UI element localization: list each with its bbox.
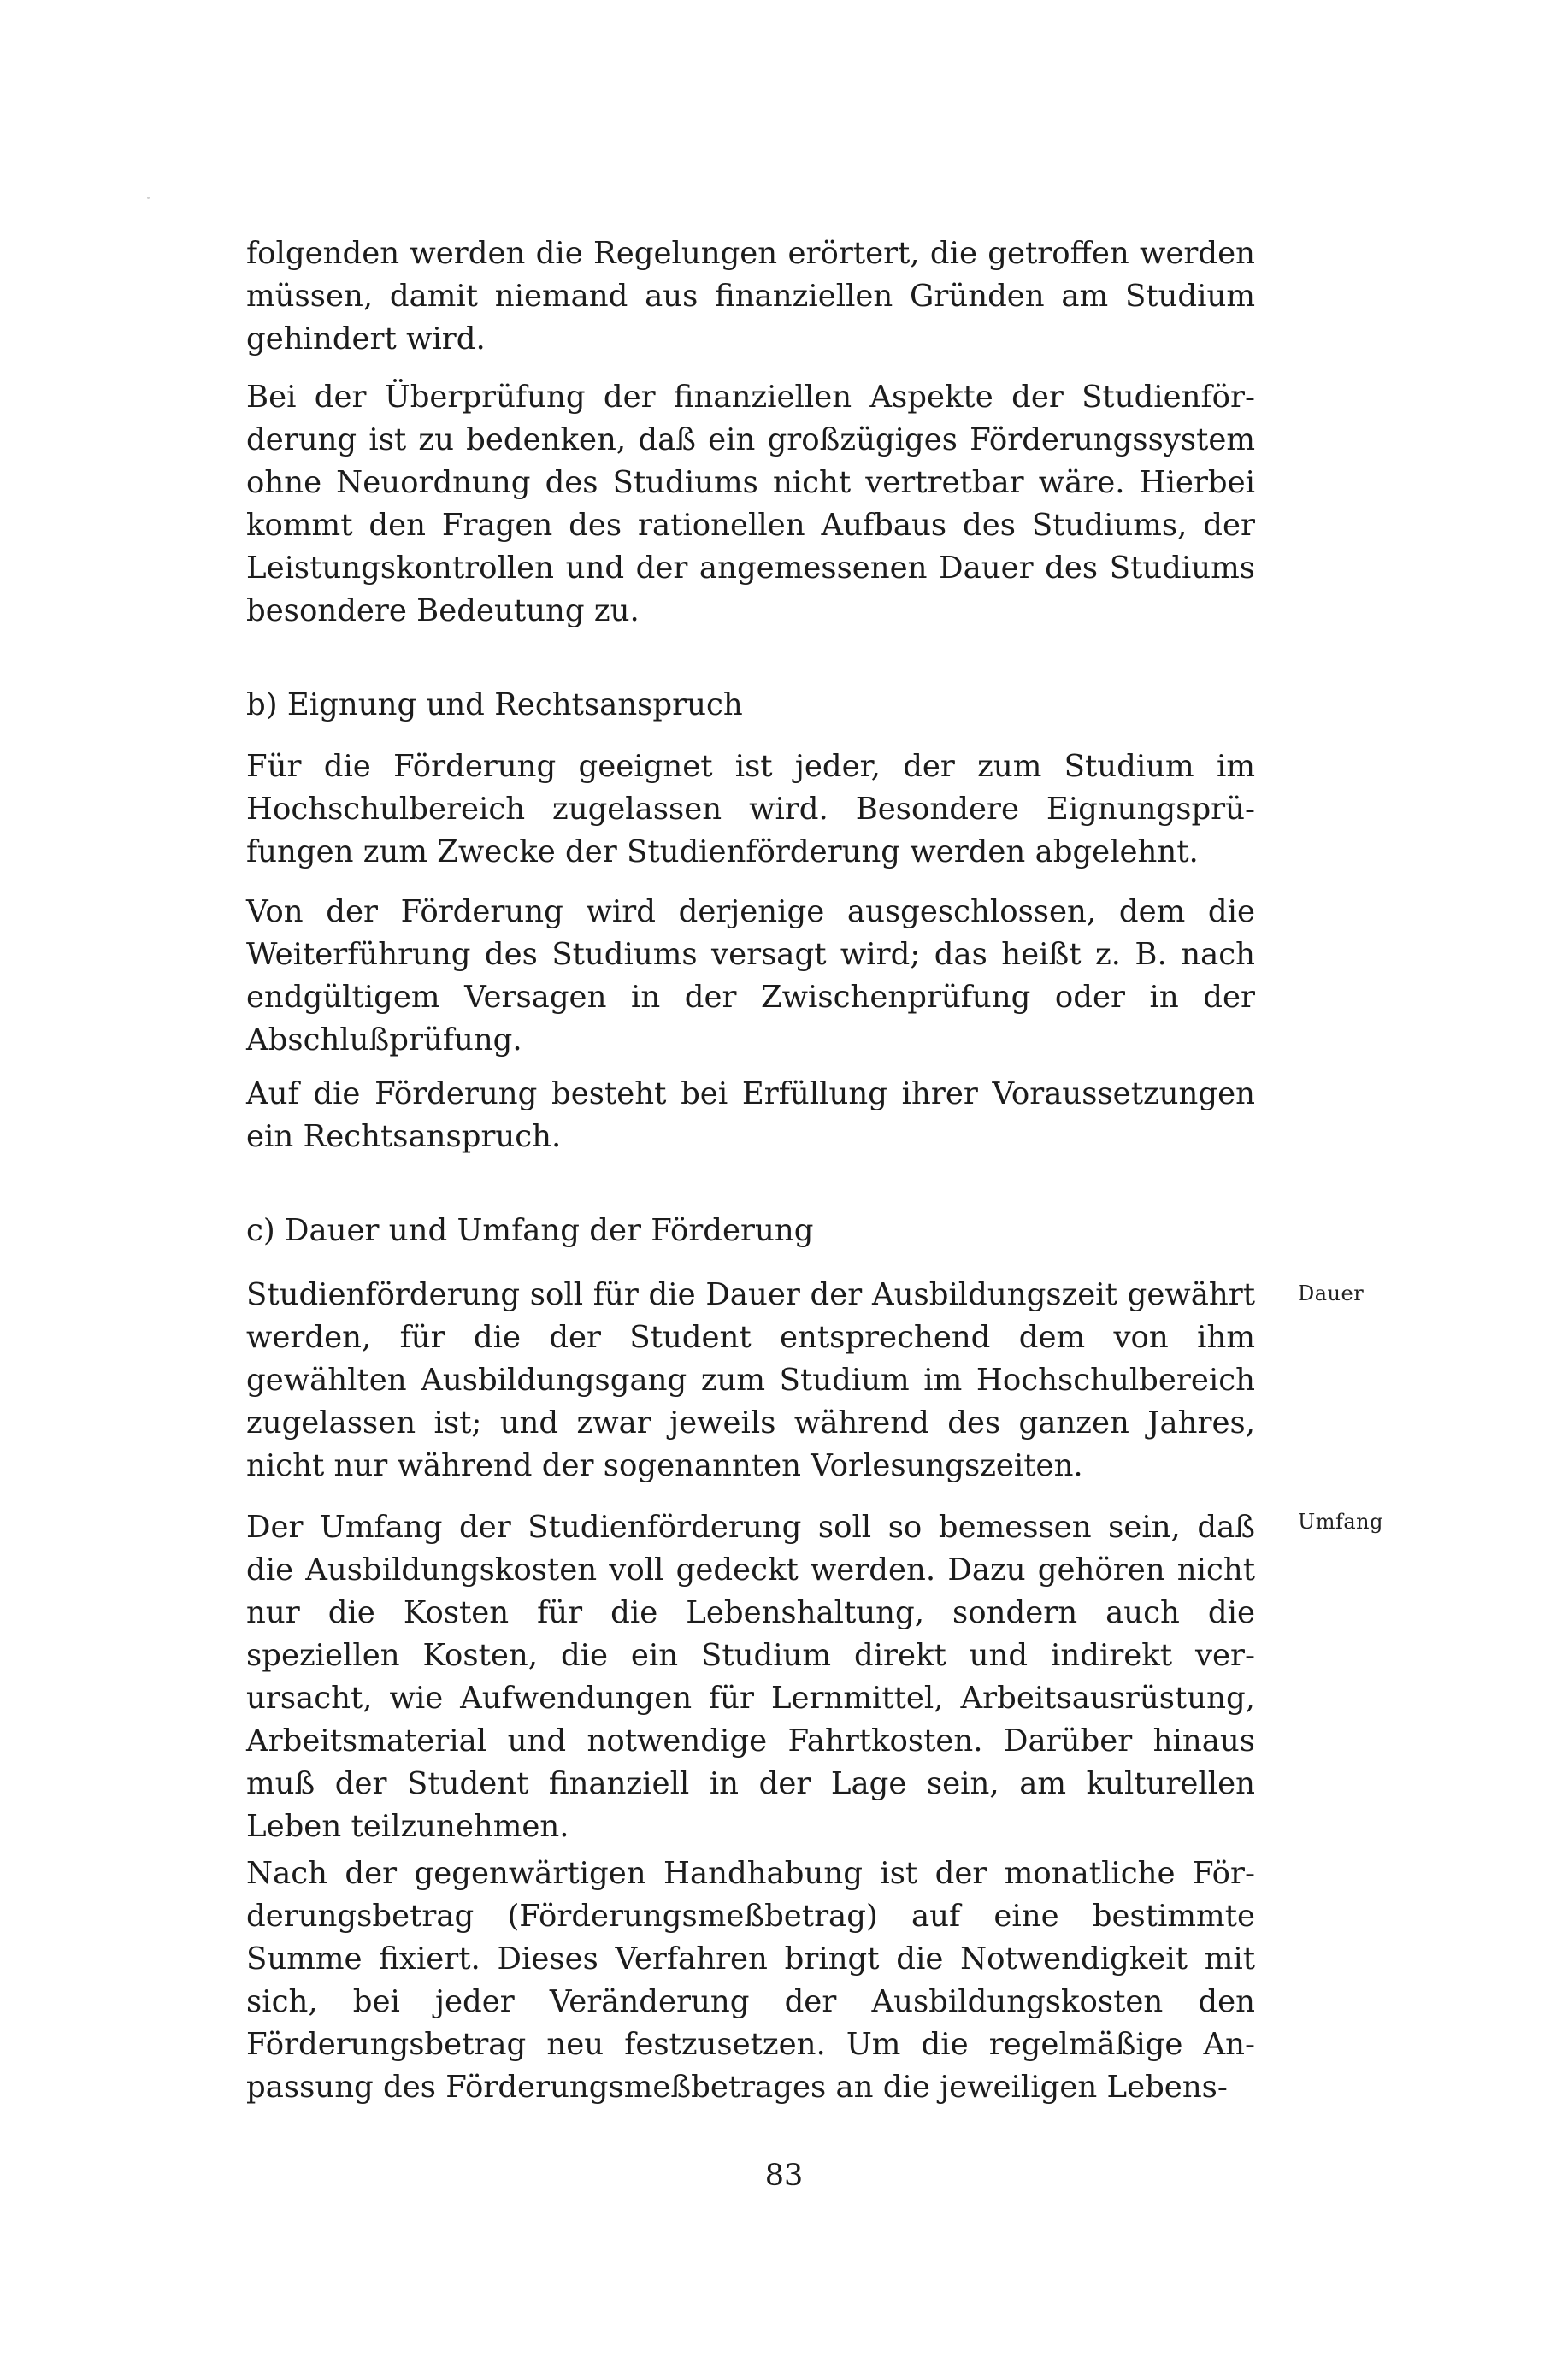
margin-note-umfang: Umfang xyxy=(1298,1510,1383,1534)
paragraph-intro: folgenden werden die Regelungen erörtert, die getroffen werden müssen, damit niemand aus finanziellen Gründen am Studium gehindert wird. xyxy=(246,236,1255,356)
paragraph-exclusion: Von der Förderung wird derjenige ausgeschlossen, dem die Weiterführung des Studiums versagt wird; das heißt z. B. nach endgültigem Versagen in der Zwischenprüfung oder in der Abschlußprüfung. xyxy=(246,894,1255,1057)
section-heading-b: b) Eignung und Rechtsanspruch xyxy=(246,687,743,722)
paper-speck xyxy=(147,197,150,199)
page-number: 83 xyxy=(764,2159,804,2193)
paragraph-duration: Studienförderung soll für die Dauer der Ausbildungszeit gewährt werden, für die der Student entsprechend dem von ihm gewählten Ausbildungsgang zum Studium im Hochschulbereich zugelassen ist; und zwar jeweils während des ganzen Jahres, nicht nur während der sogenannten Vorlesungszeiten. xyxy=(246,1277,1255,1483)
paragraph-legal-claim: Auf die Förderung besteht bei Erfüllung ihrer Voraussetzungen ein Rechtsanspruch. xyxy=(246,1076,1255,1154)
paragraph-eligibility: Für die Förderung geeignet ist jeder, der zum Studium im Hochschulbereich zugelassen wird. Besondere Eignungsprüfungen zum Zwecke der Studienförderung werden abgelehnt. xyxy=(246,749,1255,869)
margin-note-dauer: Dauer xyxy=(1298,1281,1365,1305)
paragraph-scope: Der Umfang der Studienförderung soll so bemessen sein, daß die Ausbildungskosten voll gedeckt werden. Dazu gehören nicht nur die Kosten für die Lebenshaltung, sondern auch die speziellen Kosten, die ein Studium direkt und indirekt verursacht, wie Aufwendungen für Lernmittel, Arbeitsausrüstung, Arbeitsmaterial und notwendige Fahrtkosten. Darüber hinaus muß der Student finanziell in der Lage sein, am kulturellen Leben teilzunehmen. xyxy=(246,1510,1255,1844)
section-heading-c: c) Dauer und Umfang der Förderung xyxy=(246,1213,814,1248)
paragraph-financial-aspects: Bei der Überprüfung der finanziellen Aspekte der Studienförderung ist zu bedenken, daß ein großzügiges Förderungssystem ohne Neuordnung des Studiums nicht vertretbar wäre. Hierbei kommt den Fragen des rationellen Aufbaus des Studiums, der Leistungskontrollen und der angemessenen Dauer des Studiums besondere Bedeutung zu. xyxy=(246,380,1255,628)
paragraph-current-handling: Nach der gegenwärtigen Handhabung ist der monatliche Förderungsbetrag (Förderungsmeßbetrag) auf eine bestimmte Summe fixiert. Dieses Verfahren bringt die Notwendigkeit mit sich, bei jeder Veränderung der Ausbildungskosten den Förderungsbetrag neu festzusetzen. Um die regelmäßige Anpassung des Förderungsmeßbetrages an die jeweiligen Lebens- xyxy=(246,1856,1255,2105)
